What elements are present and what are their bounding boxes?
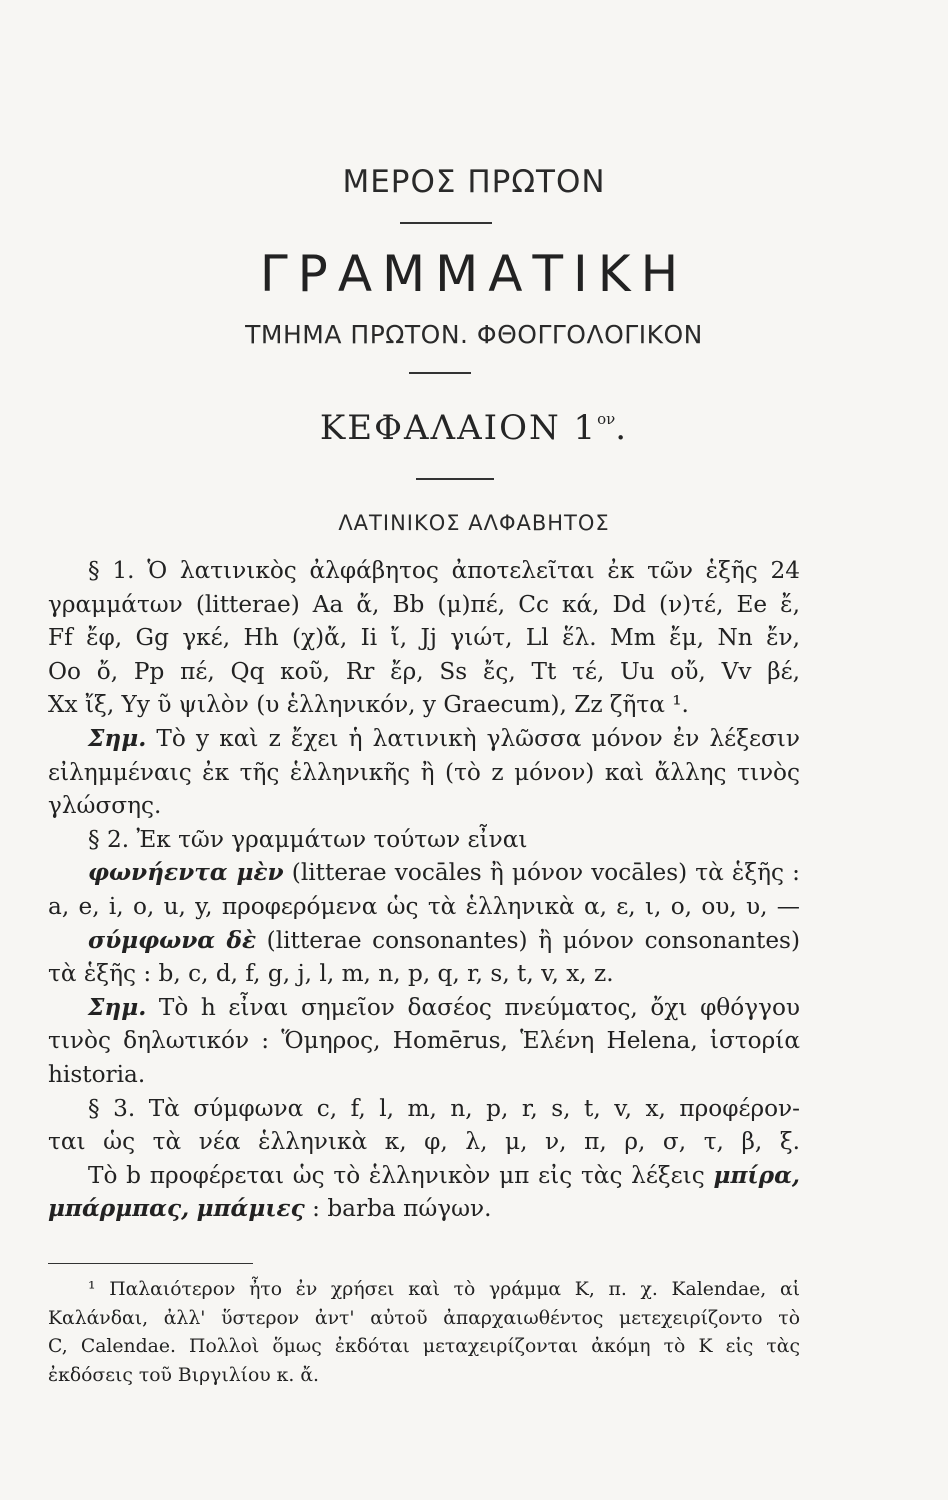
text-line: Ff ἔφ, Gg γκέ, Hh (χ)ἄ, Ii ἴ, Jj γιώτ, Ll ἕλ. Mm ἔμ, Nn ἔν,: [48, 624, 800, 652]
text-line: § 3. Τὰ σύμφωνα c, f, l, m, n, p, r, s, t, v, x, προφέρον-: [88, 1094, 800, 1122]
main-title: ΓΡΑΜΜΑΤΙΚΗ: [259, 245, 689, 303]
text-line: γραμμάτων (litterae) Aa ἄ, Bb (μ)πέ, Cc κά, Dd (ν)τέ, Ee ἔ,: [48, 590, 800, 618]
text-span: (litterae vocāles ἢ μόνον vocāles) τὰ ἑξῆς :: [283, 859, 800, 887]
chapter-title-suffix: ον: [597, 410, 616, 428]
text-line: [48, 991, 800, 1025]
text-line: a, e, i, o, u, y, προφερόμενα ὡς τὰ ἑλληνικὰ α, ε, ι, ο, ου, υ, —: [48, 892, 800, 920]
section-title: ΤΜΗΜΑ ΠΡΩΤΟΝ. ΦΘΟΓΓΟΛΟΓΙΚΟΝ: [245, 320, 703, 349]
footnote-line: ἐκδόσεις τοῦ Βιργιλίου κ. ἄ.: [48, 1364, 320, 1386]
term-consonants: σύμφωνα δὲ: [88, 926, 257, 954]
text-line: εἰλημμέναις ἐκ τῆς ἑλληνικῆς ἢ (τὸ z μόνον) καὶ ἄλλης τινὸς: [48, 758, 800, 786]
subsection-title: ΛΑΤΙΝΙΚΟΣ ΑΛΦΑΒΗΤΟΣ: [338, 511, 610, 535]
text-span: Τὸ h εἶναι σημεῖον δασέος πνεύματος, ὄχι φθόγγου: [146, 993, 800, 1021]
text-line: τινὸς δηλωτικόν : Ὅμηρος, Homērus, Ἑλένη Helena, ἱστορία: [48, 1027, 800, 1055]
body-text: [48, 554, 800, 1226]
text-line: τὰ ἑξῆς : b, c, d, f, g, j, l, m, n, p, q, r, s, t, v, x, z.: [48, 960, 614, 988]
note-label: Σημ.: [88, 993, 147, 1021]
text-line: § 1. Ὁ λατινικὸς ἀλφάβητος ἀποτελεῖται ἐκ τῶν ἑξῆς 24: [88, 557, 800, 584]
text-line: ται ὡς τὰ νέα ἑλληνικὰ κ, φ, λ, μ, ν, π, ρ, σ, τ, β, ξ.: [48, 1128, 800, 1156]
chapter-title-text: ΚΕΦΑΛΑΙΟΝ 1: [319, 408, 598, 448]
text-span: (litterae consonantes) ἢ μόνον consonantes): [256, 926, 800, 954]
text-span: Τὸ b προφέρεται ὡς τὸ ἑλληνικὸν μπ εἰς τὰς λέξεις: [88, 1161, 714, 1189]
example-word: μπάρμπας,: [48, 1195, 190, 1223]
term-vowels: φωνήεντα μὲν: [88, 859, 284, 887]
text-line: [48, 1192, 800, 1226]
text-line: Xx ἴξ, Yy ῦ ψιλὸν (υ ἑλληνικόν, y Graecum), Zz ζῆτα ¹.: [48, 691, 689, 719]
text-span: Τὸ y καὶ z ἔχει ἡ λατινικὴ γλῶσσα μόνον ἐν λέξεσιν: [146, 724, 800, 752]
footnote-line: C, Calendae. Πολλοὶ ὅμως ἐκδόται μεταχειρίζονται ἀκόμη τὸ K εἰς τὰς: [48, 1336, 800, 1357]
divider-rule: [400, 222, 492, 224]
text-line: [48, 924, 800, 958]
text-line: historia.: [48, 1060, 146, 1088]
footnote: [48, 1276, 800, 1390]
text-line: Oo ὄ, Pp πέ, Qq κοῦ, Rr ἔρ, Ss ἔς, Tt τέ, Uu οὔ, Vv βέ,: [48, 657, 800, 685]
divider-rule: [416, 478, 494, 480]
text-line: [48, 722, 800, 756]
footnote-line: ¹ Παλαιότερον ἦτο ἐν χρήσει καὶ τὸ γράμμα K, π. χ. Kalendae, αἱ: [88, 1279, 800, 1300]
chapter-title: ΚΕΦΑΛΑΙΟΝ $1^{o\nu}$.: [319, 408, 629, 448]
example-word: μπάμιες: [196, 1195, 305, 1223]
note-label: Σημ.: [88, 724, 147, 752]
divider-rule: [409, 372, 471, 374]
footnote-rule: [48, 1263, 253, 1264]
footnote-line: Καλάνδαι, ἀλλ' ὕστερον ἀντ' αὐτοῦ ἀπαρχαιωθέντος μετεχειρίζοντο τὸ: [48, 1307, 800, 1329]
example-word: μπίρα,: [713, 1161, 800, 1189]
part-title: ΜΕΡΟΣ ΠΡΩΤΟΝ: [342, 164, 606, 200]
text-span: : barba πώγων.: [304, 1195, 492, 1223]
text-line: [48, 1159, 800, 1193]
text-line: § 2. Ἐκ τῶν γραμμάτων τούτων εἶναι: [88, 825, 528, 853]
text-line: γλώσσης.: [48, 792, 162, 820]
text-line: [48, 856, 800, 890]
